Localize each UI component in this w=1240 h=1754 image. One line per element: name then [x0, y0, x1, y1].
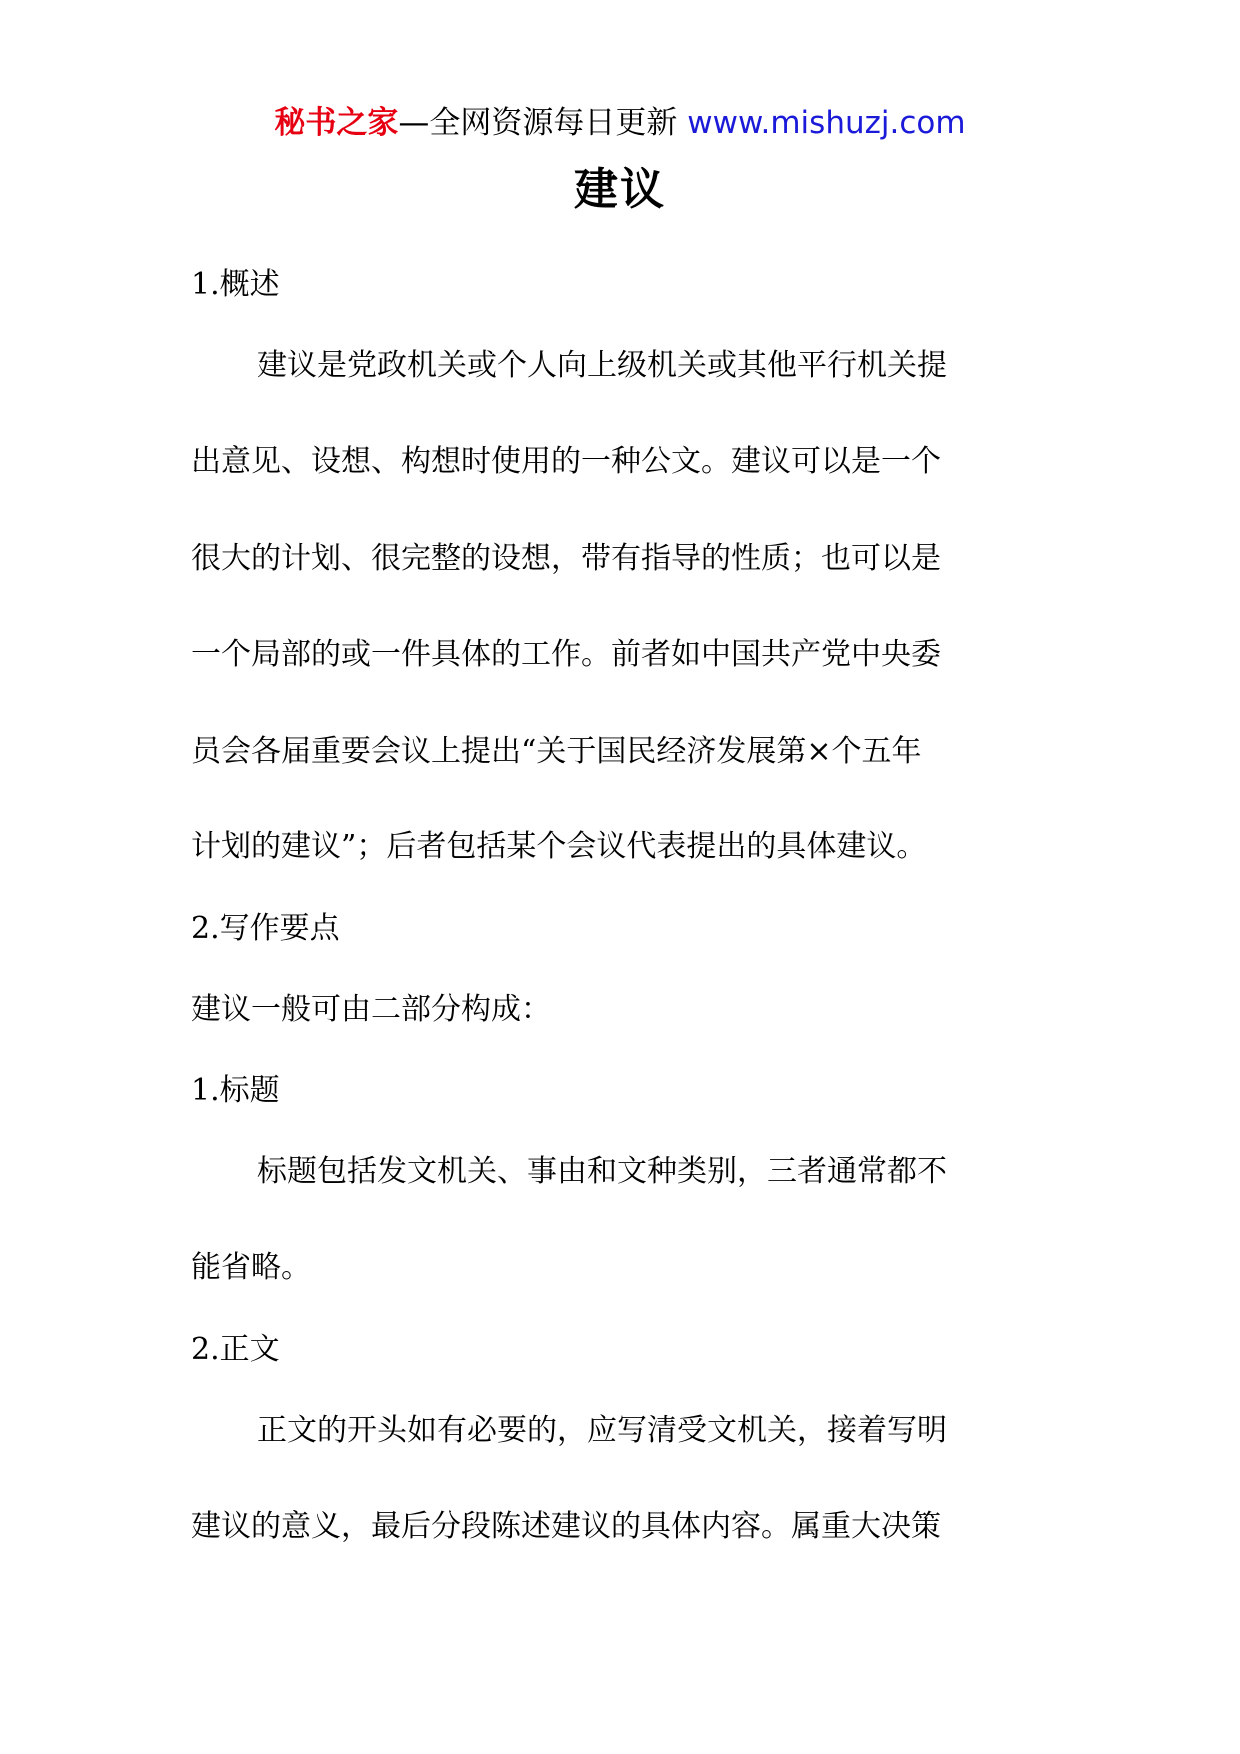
- document-title: 建议: [574, 164, 666, 215]
- body-line: 建议的意义，最后分段陈述建议的具体内容。属重大决策: [191, 1509, 941, 1544]
- body-line: 建议是党政机关或个人向上级机关或其他平行机关提: [257, 348, 947, 383]
- page-header: [0, 101, 1240, 145]
- body-line: 很大的计划、很完整的设想，带有指导的性质；也可以是: [191, 541, 941, 576]
- body-line: 一个局部的或一件具体的工作。前者如中国共产党中央委: [191, 637, 941, 672]
- body-line: 计划的建议”；后者包括某个会议代表提出的具体建议。: [191, 829, 927, 864]
- section-heading-writing-points: 2.写作要点: [191, 911, 340, 946]
- body-line: 能省略。: [191, 1250, 311, 1285]
- body-line: 标题包括发文机关、事由和文种类别，三者通常都不: [257, 1154, 947, 1189]
- site-slogan: —全网资源每日更新: [398, 105, 688, 141]
- subheading-body: 2.正文: [191, 1332, 280, 1367]
- section-heading-overview: 1.概述: [191, 267, 280, 302]
- body-line: 员会各届重要会议上提出“关于国民经济发展第×个五年: [191, 734, 922, 769]
- body-line: 建议一般可由二部分构成：: [191, 992, 551, 1027]
- subheading-title: 1.标题: [191, 1073, 280, 1108]
- body-line: 出意见、设想、构想时使用的一种公文。建议可以是一个: [191, 444, 941, 479]
- site-brand: 秘书之家: [274, 105, 399, 141]
- site-url-link[interactable]: www.mishuzj.com: [687, 105, 966, 141]
- body-line: 正文的开头如有必要的，应写清受文机关，接着写明: [257, 1413, 947, 1448]
